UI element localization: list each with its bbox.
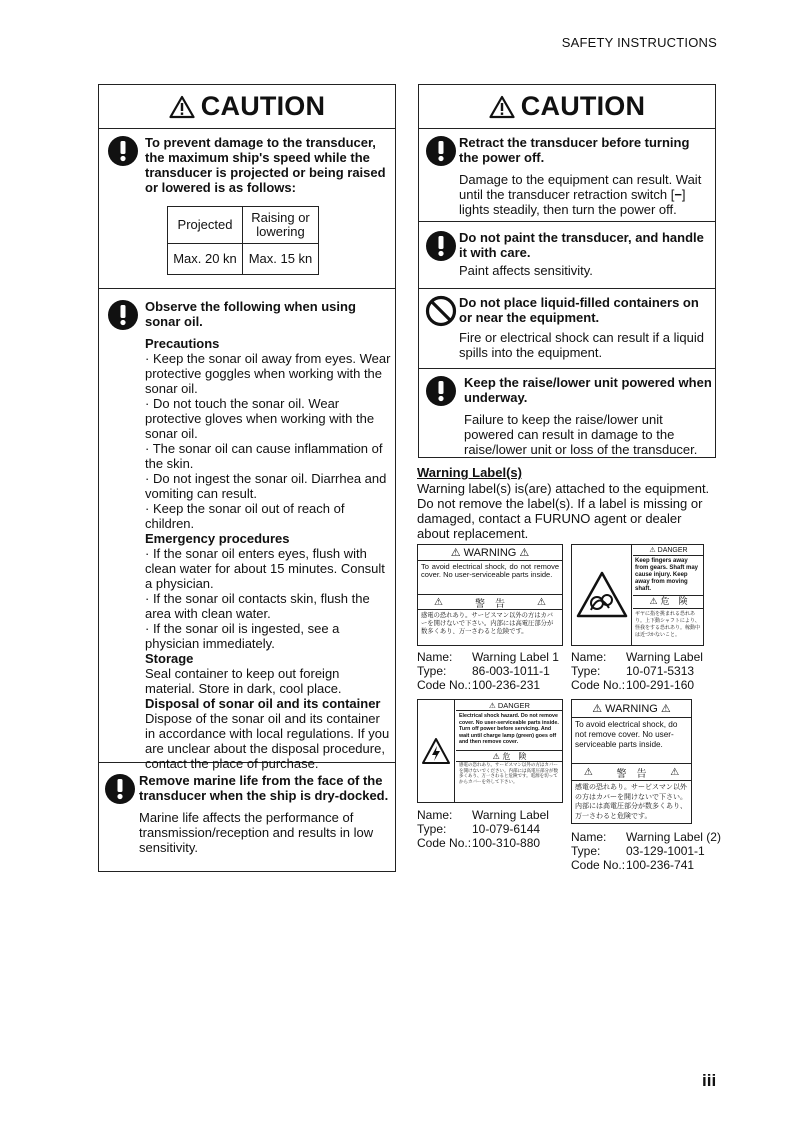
speed-table-header: Raising or lowering: [243, 207, 319, 244]
warning-labels-text: Warning label(s) is(are) attached to the equipment. Do not remove the label(s). If a label is missing or damaged, contact a FURUNO agent or dealer about replacement.: [417, 481, 710, 541]
storage-title: Storage: [145, 651, 194, 666]
label-english-text: Keep fingers away from gears. Shaft may cause injury. Keep away from moving shaft.: [633, 556, 704, 596]
warning-label-1-image: ⚠ WARNING ⚠ To avoid electrical shock, do not remove cover. No user-serviceable parts inside. ⚠ 警 告 ⚠ 感電の恐れあり。サービスマン以外の方はカバーを開けないで下さい。内部には高電圧部分が数多くあり、万一さわると危険です。: [417, 544, 563, 646]
label-warning-word: WARNING: [463, 546, 517, 559]
emergency-item: · If the sonar oil enters eyes, flush with clean water for about 15 minutes. Consult a physician.: [145, 546, 385, 591]
label-jp-text: 感電の恐れあり。サービスマン以外の方はカバーを開けないでください。内部には高電圧部分が数多くあり、万一さわると危険です。電源を切ってからカバーを外して下さい。: [459, 763, 558, 785]
speed-heading: To prevent damage to the transducer, the maximum ship's speed while the transducer is projected or being raised or lowered is as follows:: [145, 135, 386, 195]
emergency-item: · If the sonar oil is ingested, see a physician immediately.: [145, 621, 340, 651]
warning-label-4-caption: Name: Warning Label (2) Type: 03-129-1001-1 Code No.: 100-236-741: [571, 830, 721, 872]
label-danger-word: DANGER: [497, 701, 530, 710]
label-jp-text: ギヤに指を挑まれる恐れあり。上下動シャフトにより、怪我をする恐れあり。稼動中は近づかないこと。: [635, 611, 701, 638]
warning-label-2-image: ⚠ DANGER Keep fingers away from gears. Shaft may cause injury. Keep away from moving shaft. ⚠ 危 険 ギヤに指を挑まれる恐れあり。上下動シャフトにより、怪我をする恐れあり。稼動中は近づかないこと。: [571, 544, 704, 646]
speed-table-cell: Max. 15 kn: [243, 244, 319, 275]
exclamation-circle-icon: [107, 299, 139, 331]
paint-text: Paint affects sensitivity.: [459, 263, 593, 278]
left-section-sonar-oil: [99, 289, 395, 771]
label-jp-title: 危 険: [660, 597, 688, 607]
switch-glyph: −: [674, 187, 682, 202]
left-section-speed: [99, 129, 395, 289]
warning-label-1-caption: Name: Warning Label 1 Type: 86-003-1011-1 Code No.: 100-236-231: [417, 650, 559, 692]
disposal-text: Dispose of the sonar oil and its container in accordance with local regulations. If you are unclear about the disposal procedure, contact the place of purchase.: [145, 711, 390, 771]
warning-triangle-icon: [169, 95, 195, 119]
exclamation-circle-icon: [104, 773, 136, 805]
warning-label-3-caption: Name: Warning Label Type: 10-079-6144 Code No.: 100-310-880: [417, 808, 549, 850]
powered-text: Failure to keep the raise/lower unit powered can result in damage to the raise/lower unit or loss of the transducer.: [464, 412, 698, 457]
speed-table-header: Projected: [168, 207, 243, 244]
left-caution-box: [98, 84, 396, 872]
precaution-item: · Do not ingest the sonar oil. Diarrhea and vomiting can result.: [145, 471, 387, 501]
exclamation-circle-icon: [107, 135, 139, 167]
speed-table-cell: Max. 20 kn: [168, 244, 243, 275]
label-jp-text: 感電の恐れあり。サービスマン以外の方はカバーを開けないで下さい。内部には高電圧部分が数多くあり、万一さわると危険です。: [575, 783, 687, 820]
warning-label-2-caption: Name: Warning Label Type: 10-071-5313 Code No.: 100-291-160: [571, 650, 703, 692]
label-jp-title: 警 告: [474, 598, 505, 610]
storage-text: Seal container to keep out foreign material. Store in dark, cool place.: [145, 666, 342, 696]
right-section-retract: [419, 129, 715, 222]
label-english-text: Electrical shock hazard. Do not remove cover. No user-serviceable parts inside. Turn off power before servicing. And wait until charge lamp (green) goes off and then remove cover.: [456, 711, 563, 751]
precautions-title: Precautions: [145, 336, 220, 351]
emergency-item: · If the sonar oil contacts skin, flush the area with clean water.: [145, 591, 370, 621]
label-jp-title: 危 険: [502, 752, 527, 761]
right-caution-box: [418, 84, 716, 458]
right-section-powered: [419, 369, 715, 457]
paint-heading: Do not paint the transducer, and handle it with care.: [459, 230, 704, 260]
electric-shock-icon: [421, 737, 451, 765]
speed-table: [167, 206, 319, 275]
label-english-text: To avoid electrical shock, do not remove cover. No user-serviceable parts inside.: [418, 561, 562, 595]
precaution-item: · Keep the sonar oil away from eyes. Wear protective goggles when working with the sonar oil.: [145, 351, 391, 396]
exclamation-circle-icon: [425, 230, 457, 262]
powered-heading: Keep the raise/lower unit powered when underway.: [464, 375, 712, 405]
warning-labels-title: Warning Label(s): [417, 465, 522, 480]
right-caution-title: CAUTION: [419, 85, 715, 129]
gear-hazard-icon: [575, 570, 629, 620]
sonar-oil-heading: Observe the following when using sonar oil.: [145, 299, 356, 329]
exclamation-circle-icon: [425, 375, 457, 407]
prohibited-icon: [425, 295, 457, 327]
warning-triangle-icon: [489, 95, 515, 119]
liquid-heading: Do not place liquid-filled containers on or near the equipment.: [459, 295, 699, 325]
label-warning-word: WARNING: [605, 702, 658, 715]
left-caution-title: CAUTION: [99, 85, 395, 129]
marine-life-heading: Remove marine life from the face of the transducer when the ship is dry-docked.: [139, 773, 389, 803]
retract-text: Damage to the equipment can result. Wait until the transducer retraction switch [−] lights steadily, then turn the power off.: [459, 172, 702, 217]
precaution-item: · The sonar oil can cause inflammation of the skin.: [145, 441, 383, 471]
precaution-item: · Keep the sonar oil out of reach of children.: [145, 501, 345, 531]
right-section-paint: [419, 222, 715, 289]
page-header: SAFETY INSTRUCTIONS: [561, 35, 717, 50]
marine-life-text: Marine life affects the performance of transmission/reception and results in low sensitivity.: [139, 810, 374, 855]
label-english-text: To avoid electrical shock, do not remove cover. No user-serviceable parts inside.: [572, 718, 691, 764]
disposal-title: Disposal of sonar oil and its container: [145, 696, 381, 711]
emergency-title: Emergency procedures: [145, 531, 290, 546]
retract-heading: Retract the transducer before turning the power off.: [459, 135, 690, 165]
liquid-text: Fire or electrical shock can result if a liquid spills into the equipment.: [459, 330, 704, 360]
label-jp-text: 感電の恐れあり。サービスマン以外の方はカバーを開けないで下さい。内部には高電圧部分が数多くあり、万一さわると危険です。: [421, 612, 554, 635]
page-number: iii: [702, 1071, 717, 1090]
precaution-item: · Do not touch the sonar oil. Wear protective gloves when working with the sonar oil.: [145, 396, 375, 441]
label-danger-word: DANGER: [657, 547, 688, 554]
warning-label-3-image: ⚠ DANGER Electrical shock hazard. Do not remove cover. No user-serviceable parts inside. Turn off power before servicing. And wait until charge lamp (green) goes off and then remove cover. ⚠ 危 険 感電の恐れあり。サービスマン以外の方はカバーを開けないでください。内部には高電圧部分が数多くあり、万一さわると危険です。電源を切ってからカバーを外して下さい。: [417, 699, 563, 803]
right-section-liquid: [419, 289, 715, 369]
label-jp-title: 警 告: [616, 768, 647, 780]
exclamation-circle-icon: [425, 135, 457, 167]
warning-label-4-image: ⚠ WARNING ⚠ To avoid electrical shock, do not remove cover. No user-serviceable parts inside. ⚠ 警 告 ⚠ 感電の恐れあり。サービスマン以外の方はカバーを開けないで下さい。内部には高電圧部分が数多くあり、万一さわると危険です。: [571, 699, 692, 824]
left-section-marine-life: [99, 763, 395, 871]
